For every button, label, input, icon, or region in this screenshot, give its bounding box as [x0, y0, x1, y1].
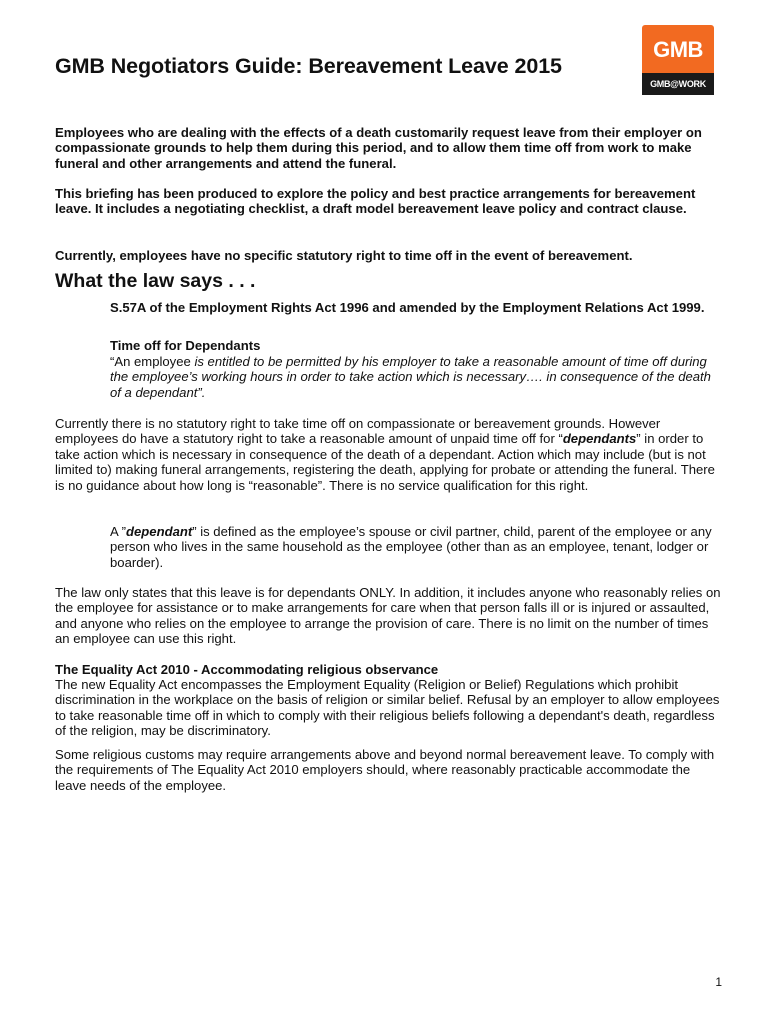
para1-term: dependants	[562, 431, 637, 447]
def-term: dependant	[126, 524, 193, 539]
law-reference: S.57A of the Employment Rights Act 1996 and amended by the Employment Relations Act 1999.	[110, 300, 705, 315]
quote-italic: is entitled to be permitted by his employer to take a reasonable amount of time off during the employee’s working hours in order to take action which is necessary…. in consequence of the death of a dependant”.	[110, 354, 711, 400]
equality-heading: The Equality Act 2010 - Accommodating religious observance	[55, 662, 439, 677]
quote-open: “An employee	[110, 354, 195, 369]
intro-paragraph-2: This briefing has been produced to explore the policy and best practice arrangements for bereavement leave. It includes a negotiating checklist, a draft model bereavement leave policy and contract clause.	[55, 186, 696, 217]
gmb-logo-top: GMB	[642, 25, 714, 73]
paragraph-dependants-only: The law only states that this leave is for dependants ONLY. In addition, it includes anyone who reasonably relies on the employee for assistance or to make arrangements for care when that person falls ill or is injured or assaulted, and anyone who relies on the employee to arrange the provision of care. There is no limit on the number of times an employee can use this right.	[55, 585, 721, 647]
intro-paragraph-1: Employees who are dealing with the effects of a death customarily request leave from their employer on compassionate grounds to help them during this period, and to allow them time off from work to make funeral and other arrangements and attend the funeral.	[55, 125, 702, 171]
section-heading-law: What the law says . . .	[55, 270, 256, 292]
def-before: A ”	[110, 524, 127, 539]
equality-body: The new Equality Act encompasses the Employment Equality (Religion or Belief) Regulations which prohibit discrimination in the workplace on the basis of religion or similar belief. Refusal by an employer to allow employees to take reasonable time off in which to comply with their religious beliefs following a dependant's death, regardless of the religion, may be discriminatory.	[55, 677, 720, 739]
time-off-heading: Time off for Dependants	[110, 338, 261, 353]
intro-paragraph-3: Currently, employees have no specific statutory right to time off in the event of bereavement.	[55, 248, 633, 263]
def-after: ” is defined as the employee’s spouse or civil partner, child, parent of the employee or any person who lives in the same household as the employee (other than as an employee, tenant, lodger or boarder).	[110, 524, 712, 570]
law-quote	[110, 354, 725, 400]
document-title: GMB Negotiators Guide: Bereavement Leave 2015	[55, 54, 562, 78]
paragraph-dependants	[55, 416, 725, 493]
gmb-logo-bottom: GMB@WORK	[642, 73, 714, 95]
dependant-definition	[110, 524, 725, 570]
gmb-logo	[642, 25, 714, 95]
para1-before: Currently there is no statutory right to take time off on compassionate or bereavement grounds. However employees do have a statutory right to take a reasonable amount of unpaid time off for “	[55, 416, 661, 447]
para1-after: ” in order to take action which is necessary in consequence of the death of a dependant. Action which may include (but is not limited to) making funeral arrangements, registering the death, applying for probate or attending the funeral. There is no guidance about how long is “reasonable”. There is no service qualification for this right.	[55, 431, 715, 493]
paragraph-religious-customs: Some religious customs may require arrangements above and beyond normal bereavement leave. To comply with the requirements of The Equality Act 2010 employers should, where reasonably practicable accommodate the leave needs of the employee.	[55, 747, 715, 793]
page-number: 1	[715, 975, 722, 989]
